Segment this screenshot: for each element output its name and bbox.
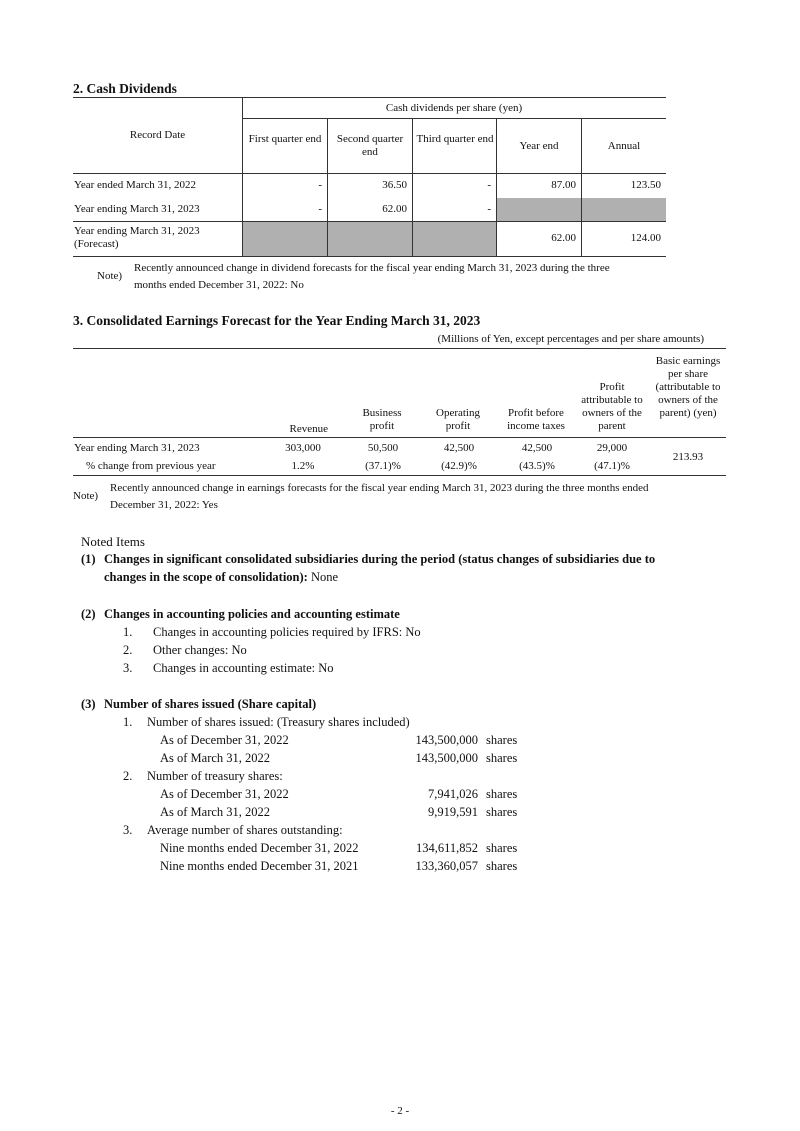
item3-title: Number of shares issued (Share capital): [104, 697, 317, 711]
share-unit: shares: [486, 787, 518, 801]
cell: (42.9)%: [441, 460, 477, 472]
share-value: 143,500,000: [415, 733, 478, 747]
cell: (37.1)%: [365, 460, 401, 472]
group-number: 3.: [123, 823, 133, 837]
row-label-forecast: (Forecast): [74, 238, 119, 250]
cell: 123.50: [630, 179, 661, 191]
col-annual: Annual: [607, 140, 641, 152]
col-profit-before-tax: Profit before income taxes: [507, 407, 565, 432]
cell: 87.00: [551, 179, 576, 191]
col-second-quarter: Second quarter end: [336, 133, 404, 158]
list-item-number: 2.: [123, 643, 133, 657]
forecast-note-line2: December 31, 2022: Yes: [110, 499, 218, 511]
item3-number: (3): [81, 697, 96, 711]
cell: 124.00: [630, 232, 661, 244]
forecast-note-line1: Recently announced change in earnings forecasts for the fiscal year ending March 31, 2023 during the three months ended: [110, 482, 649, 494]
group-number: 1.: [123, 715, 133, 729]
list-item-number: 1.: [123, 625, 133, 639]
cell: -: [318, 179, 322, 191]
col-third-quarter: Third quarter end: [416, 133, 494, 145]
forecast-note-label: Note): [73, 490, 99, 502]
item2-title: Changes in accounting policies and accounting estimate: [104, 607, 400, 621]
cell: (47.1)%: [594, 460, 630, 472]
share-value: 134,611,852: [415, 841, 478, 855]
page-number: - 2 -: [390, 1105, 410, 1117]
col-eps: Basic earnings per share (attributable to owners of the parent) (yen): [655, 355, 721, 419]
col-profit-attributable: Profit attributable to owners of the parent: [581, 381, 643, 432]
forecast-unit: (Millions of Yen, except percentages and per share amounts): [437, 333, 704, 345]
list-item: Other changes: No: [153, 643, 247, 657]
dividends-note-line2: months ended December 31, 2022: No: [134, 279, 304, 291]
item1-value: None: [310, 570, 339, 584]
cell: 42,500: [521, 442, 553, 454]
share-unit: shares: [486, 733, 518, 747]
record-date-header: Record Date: [129, 129, 186, 141]
col-operating-profit: Operating profit: [436, 407, 480, 432]
share-unit: shares: [486, 805, 518, 819]
cell: 303,000: [285, 442, 321, 454]
share-label: As of December 31, 2022: [160, 733, 289, 747]
share-label: As of March 31, 2022: [160, 751, 271, 765]
cell: 29,000: [596, 442, 628, 454]
row-label: % change from previous year: [86, 460, 216, 472]
dividends-group-header: Cash dividends per share (yen): [385, 102, 523, 114]
item1-line1: Changes in significant consolidated subsidiaries during the period (status changes of subsidiaries due to: [104, 552, 656, 566]
cell: 36.50: [382, 179, 407, 191]
share-value: 143,500,000: [415, 751, 478, 765]
col-revenue: Revenue: [289, 423, 328, 435]
group-title: Average number of shares outstanding:: [147, 823, 343, 837]
share-unit: shares: [486, 751, 518, 765]
group-title: Number of shares issued: (Treasury shares included): [147, 715, 410, 729]
row-label: Year ending March 31, 2023: [74, 203, 200, 215]
cell: 42,500: [443, 442, 475, 454]
group-number: 2.: [123, 769, 133, 783]
share-label: As of December 31, 2022: [160, 787, 289, 801]
cell: 1.2%: [291, 460, 315, 472]
forecast-title: 3. Consolidated Earnings Forecast for the Year Ending March 31, 2023: [73, 313, 481, 328]
share-label: Nine months ended December 31, 2021: [160, 859, 359, 873]
share-value: 7,941,026: [428, 787, 478, 801]
share-label: Nine months ended December 31, 2022: [160, 841, 359, 855]
dividends-title: 2. Cash Dividends: [73, 81, 177, 96]
list-item: Changes in accounting estimate: No: [153, 661, 334, 675]
share-value: 133,360,057: [415, 859, 478, 873]
cell: -: [487, 203, 491, 215]
cell: -: [318, 203, 322, 215]
row-label: Year ended March 31, 2022: [74, 179, 196, 191]
share-unit: shares: [486, 859, 518, 873]
cell: 62.00: [551, 232, 576, 244]
cell: (43.5)%: [519, 460, 555, 472]
dividends-note-line1: Recently announced change in dividend forecasts for the fiscal year ending March 31, 2023 during the three: [134, 262, 610, 274]
col-year-end: Year end: [519, 140, 559, 152]
eps-value: 213.93: [672, 451, 704, 463]
dividends-note-label: Note): [97, 270, 123, 282]
cell: 50,500: [367, 442, 399, 454]
item1-line2: changes in the scope of consolidation):: [104, 570, 308, 584]
group-title: Number of treasury shares:: [147, 769, 283, 783]
list-item: Changes in accounting policies required by IFRS: No: [153, 625, 421, 639]
share-unit: shares: [486, 841, 518, 855]
list-item-number: 3.: [123, 661, 133, 675]
cell: 62.00: [382, 203, 407, 215]
col-business-profit: Business profit: [362, 407, 402, 432]
share-value: 9,919,591: [428, 805, 478, 819]
row-label: Year ending March 31, 2023: [74, 225, 200, 237]
cell: -: [487, 179, 491, 191]
item1-line2-wrap: [104, 570, 338, 585]
item2-number: (2): [81, 607, 96, 621]
share-label: As of March 31, 2022: [160, 805, 271, 819]
col-first-quarter: First quarter end: [248, 133, 322, 145]
noted-title: Noted Items: [81, 534, 145, 549]
item1-number: (1): [81, 552, 96, 566]
row-label: Year ending March 31, 2023: [74, 442, 200, 454]
